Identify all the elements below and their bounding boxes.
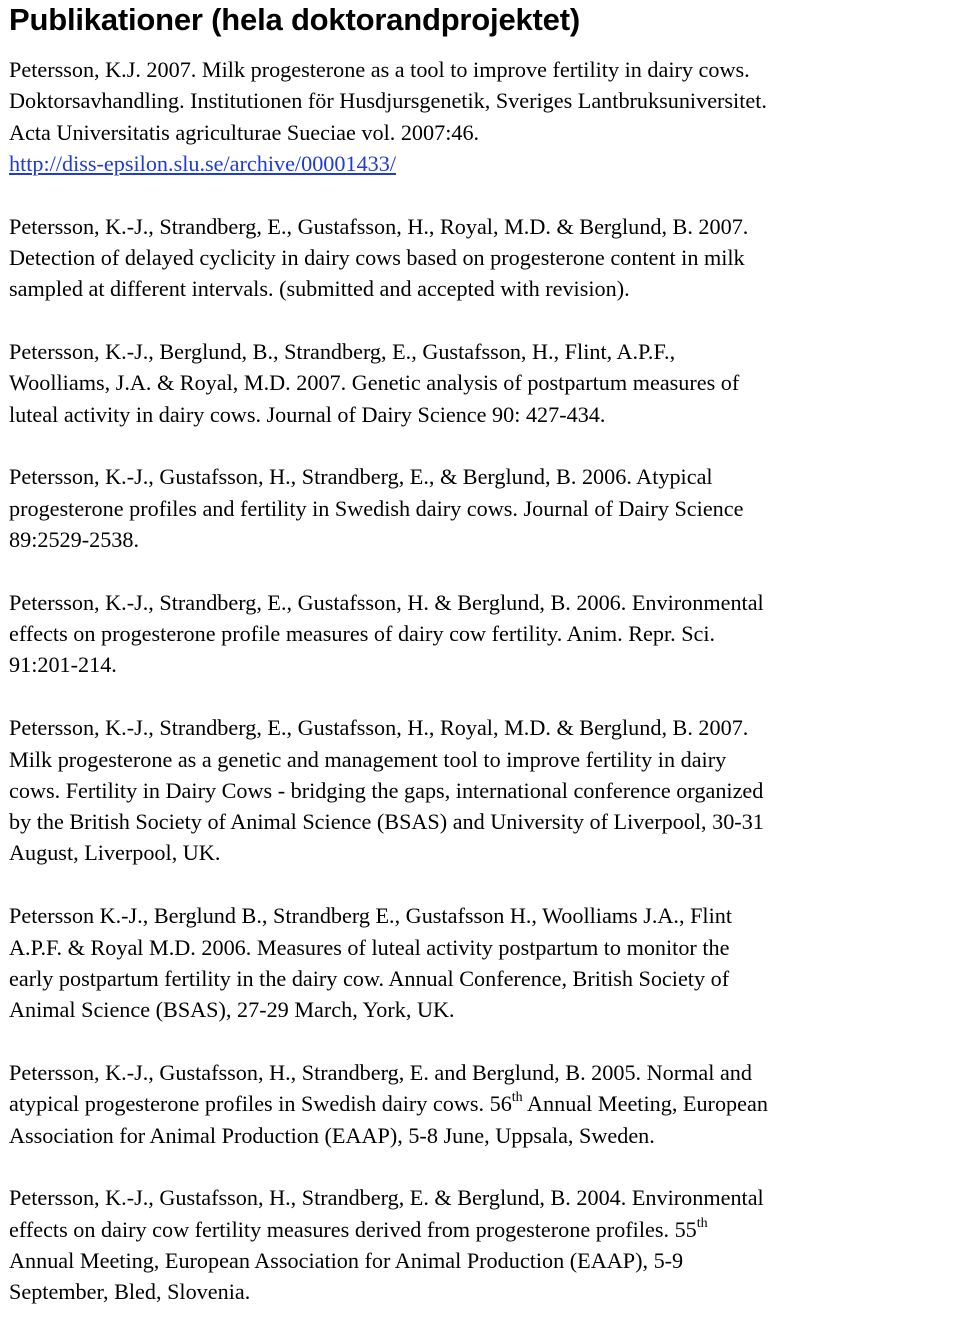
entry-line: Petersson, K.-J., Strandberg, E., Gustafsson, H. & Berglund, B. 2006. Environmental [9,589,764,615]
archive-link[interactable]: http://diss-epsilon.slu.se/archive/00001433/ [9,150,397,176]
entry-line [9,1214,954,1245]
entry-line: Petersson, K.-J., Gustafsson, H., Strandberg, E. & Berglund, B. 2004. Environmental [9,1185,764,1211]
entry-text: Annual Meeting, European [522,1091,768,1117]
entry-line: August, Liverpool, UK. [9,840,221,866]
entry-line: Petersson, K.-J., Strandberg, E., Gustafsson, H., Royal, M.D. & Berglund, B. 2007. [9,715,749,741]
entry-line: sampled at different intervals. (submitted and accepted with revision). [9,276,630,302]
entry-line: 91:201-214. [9,652,117,678]
publication-entry-6 [9,712,954,868]
publication-entry-7 [9,900,954,1025]
publication-entry-9 [9,1182,954,1307]
document-page [9,0,954,1339]
entry-line: Acta Universitatis agriculturae Sueciae vol. 2007:46. [9,119,480,145]
entry-line: A.P.F. & Royal M.D. 2006. Measures of luteal activity postpartum to monitor the [9,934,730,960]
entry-line: September, Bled, Slovenia. [9,1279,251,1305]
publication-list [9,54,954,1308]
entry-line: Annual Meeting, European Association for Animal Production (EAAP), 5-9 [9,1247,684,1273]
entry-line: effects on progesterone profile measures of dairy cow fertility. Anim. Repr. Sci. [9,621,716,647]
entry-line: luteal activity in dairy cows. Journal of Dairy Science 90: 427-434. [9,401,606,427]
entry-line: cows. Fertility in Dairy Cows - bridging the gaps, international conference organized [9,777,764,803]
entry-text: effects on dairy cow fertility measures derived from progesterone profiles. 55 [9,1216,697,1242]
entry-line: 89:2529-2538. [9,527,140,553]
entry-line: Petersson, K.J. 2007. Milk progesterone as a tool to improve fertility in dairy cows. [9,57,750,82]
entry-line: Petersson, K.-J., Gustafsson, H., Strandberg, E., & Berglund, B. 2006. Atypical [9,464,713,490]
publication-entry-2 [9,211,954,305]
publication-entry-1 [9,54,954,179]
entry-line: Animal Science (BSAS), 27-29 March, York, UK. [9,997,455,1023]
entry-line: Petersson K.-J., Berglund B., Strandberg E., Gustafsson H., Woolliams J.A., Flint [9,903,732,929]
publication-entry-4 [9,461,954,555]
entry-line: Petersson, K.-J., Gustafsson, H., Strandberg, E. and Berglund, B. 2005. Normal and [9,1059,752,1085]
publication-entry-5 [9,587,954,681]
entry-line: Doktorsavhandling. Institutionen för Husdjursgenetik, Sveriges Lantbruksuniversitet. [9,88,767,114]
entry-line: by the British Society of Animal Science (BSAS) and University of Liverpool, 30-31 [9,809,764,835]
entry-line [9,1088,954,1119]
entry-text: atypical progesterone profiles in Swedish dairy cows. 56 [9,1091,512,1117]
ordinal-suffix: th [511,1090,523,1106]
entry-line: Woolliams, J.A. & Royal, M.D. 2007. Genetic analysis of postpartum measures of [9,370,740,396]
entry-line: Association for Animal Production (EAAP), 5-8 June, Uppsala, Sweden. [9,1122,655,1148]
entry-line: Petersson, K.-J., Berglund, B., Strandberg, E., Gustafsson, H., Flint, A.P.F., [9,339,676,365]
entry-line: early postpartum fertility in the dairy cow. Annual Conference, British Society of [9,965,730,991]
ordinal-suffix: th [696,1215,708,1231]
entry-line: progesterone profiles and fertility in Swedish dairy cows. Journal of Dairy Science [9,495,744,521]
page-title: Publikationer (hela doktorandprojektet) [9,2,580,37]
entry-line: Detection of delayed cyclicity in dairy cows based on progesterone content in milk [9,244,745,270]
entry-line: Petersson, K.-J., Strandberg, E., Gustafsson, H., Royal, M.D. & Berglund, B. 2007. [9,213,749,239]
publication-entry-3 [9,336,954,430]
entry-line: Milk progesterone as a genetic and management tool to improve fertility in dairy [9,746,727,772]
publication-entry-8 [9,1057,954,1151]
